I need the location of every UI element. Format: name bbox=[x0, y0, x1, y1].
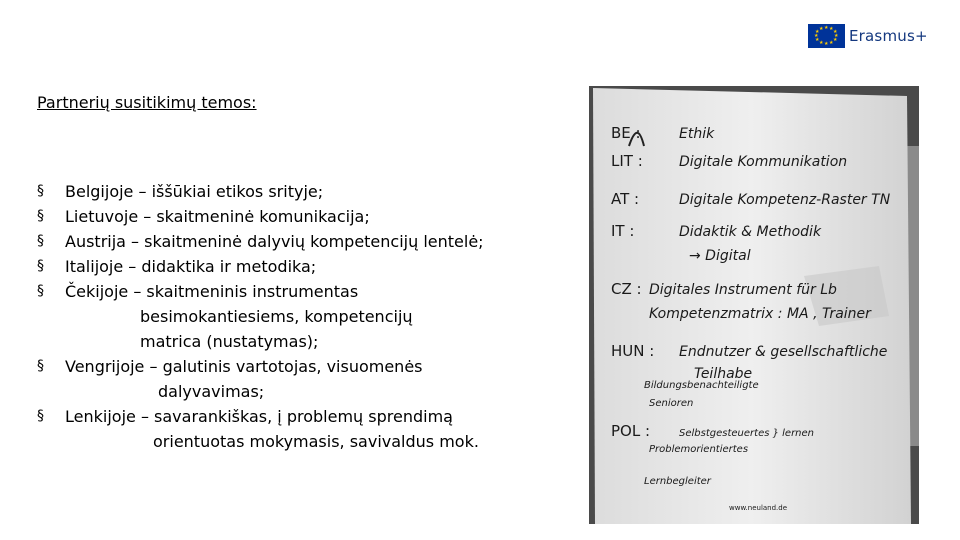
flipchart-note: Kompetenzmatrix : MA , Trainer bbox=[649, 306, 871, 322]
flipchart-note: Problemorientiertes bbox=[649, 444, 749, 455]
topic-text-continued: orientuotas mokymasis, savivaldus mok. bbox=[153, 432, 479, 451]
page-title: Partnerių susitikimų temos: bbox=[37, 93, 257, 112]
topic-text: Belgijoje – iššūkiai etikos srityje; bbox=[65, 182, 324, 201]
flipchart-note: → Digital bbox=[689, 248, 751, 264]
list-item bbox=[37, 229, 484, 254]
flipchart-country-code: CZ : bbox=[611, 280, 642, 298]
bullet-icon: § bbox=[37, 358, 44, 374]
list-item bbox=[37, 179, 484, 204]
list-item bbox=[37, 279, 484, 354]
bullet-icon: § bbox=[37, 183, 44, 199]
bullet-icon: § bbox=[37, 283, 44, 299]
topics-list bbox=[37, 179, 484, 454]
flipchart-note: Ethik bbox=[679, 126, 715, 142]
eu-flag-icon: ★ ★ ★ ★ ★ ★ ★ ★ ★ ★ ★ ★ bbox=[808, 24, 845, 48]
topic-text-continued: matrica (nustatymas); bbox=[140, 332, 319, 351]
flipchart-note: Senioren bbox=[649, 398, 694, 409]
flipchart-note: Digitale Kompetenz-Raster TN bbox=[679, 192, 891, 208]
erasmus-logo bbox=[808, 24, 928, 48]
list-item bbox=[37, 354, 484, 404]
topic-text: Čekijoje – skaitmeninis instrumentas bbox=[65, 282, 359, 301]
flipchart-note: Bildungsbenachteiligte bbox=[644, 380, 759, 391]
logo-text: Erasmus+ bbox=[849, 27, 928, 45]
list-item bbox=[37, 404, 484, 454]
flipchart-country-code: LIT : bbox=[611, 152, 643, 170]
flipchart-country-code: BE : bbox=[611, 124, 641, 142]
topic-text: Lietuvoje – skaitmeninė komunikacija; bbox=[65, 207, 370, 226]
flipchart-note: Selbstgesteuertes } lernen bbox=[679, 428, 815, 439]
flipchart-country-code: AT : bbox=[611, 190, 640, 208]
bullet-icon: § bbox=[37, 408, 44, 424]
flipchart-note: Digitales Instrument für Lb bbox=[649, 282, 837, 298]
flipchart-note: Digitale Kommunikation bbox=[679, 154, 848, 170]
topic-text: Austrija – skaitmeninė dalyvių kompetencijų lentelė; bbox=[65, 232, 484, 251]
topic-text: Lenkijoje – savarankiškas, į problemų sprendimą bbox=[65, 407, 453, 426]
bullet-icon: § bbox=[37, 233, 44, 249]
topic-text: Vengrijoje – galutinis vartotojas, visuomenės bbox=[65, 357, 423, 376]
flipchart-footer: www.neuland.de bbox=[729, 504, 788, 512]
list-item bbox=[37, 204, 484, 229]
flipchart-image bbox=[589, 86, 919, 524]
flipchart-country-code: POL : bbox=[611, 422, 651, 440]
flipchart-note: Endnutzer & gesellschaftliche bbox=[679, 344, 888, 360]
flipchart-country-code: HUN : bbox=[611, 342, 655, 360]
flipchart-note: Lernbegleiter bbox=[644, 476, 711, 487]
flipchart-country-code: IT : bbox=[611, 222, 635, 240]
topic-text-continued: besimokantiesiems, kompetencijų bbox=[140, 307, 413, 326]
topic-text: Italijoje – didaktika ir metodika; bbox=[65, 257, 317, 276]
flipchart-photo bbox=[589, 86, 919, 524]
list-item bbox=[37, 254, 484, 279]
bullet-icon: § bbox=[37, 258, 44, 274]
bullet-icon: § bbox=[37, 208, 44, 224]
topic-text-continued: dalyvavimas; bbox=[158, 382, 265, 401]
flipchart-note: Teilhabe bbox=[694, 366, 753, 382]
flipchart-note: Didaktik & Methodik bbox=[679, 224, 822, 240]
